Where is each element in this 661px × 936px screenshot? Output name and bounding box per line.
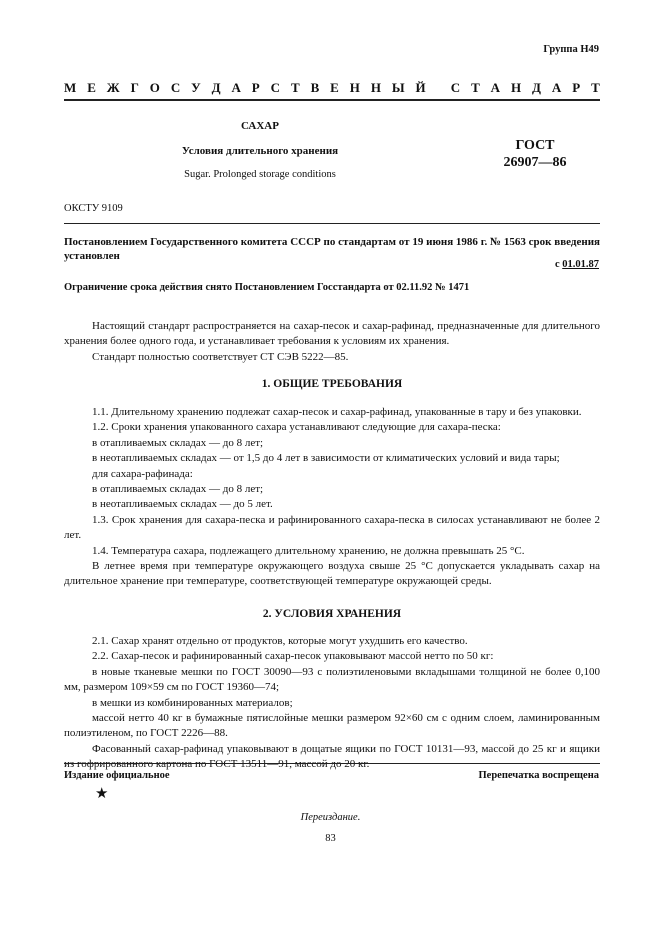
header-rule: [64, 99, 600, 101]
decree-date-prefix: с: [554, 259, 563, 270]
star-icon: ★: [95, 786, 109, 802]
banner-letter: С: [270, 80, 281, 95]
document-subtitle: Условия длительного хранения: [181, 145, 339, 157]
decree-text: Постановлением Государственного комитета СССР по стандартам от 19 июня 1986 г. № 1563 срок введения установлен: [64, 236, 600, 262]
clause-item: в неотапливаемых складах — от 1,5 до 4 лет в зависимости от климатических условий и вида тары;: [92, 452, 560, 465]
banner-letter: Т: [290, 80, 300, 95]
gost-number: [470, 137, 600, 171]
banner-letter: У: [191, 80, 201, 95]
english-title: Sugar. Prolonged storage conditions: [184, 169, 336, 180]
banner-letter: Н: [349, 80, 360, 95]
banner-letter: Й: [415, 80, 426, 95]
banner-letter: Д: [211, 80, 221, 95]
banner-letter: Д: [532, 80, 541, 95]
banner-letter: Ж: [106, 80, 120, 95]
footer-rule: [64, 763, 600, 764]
clause: 2.2. Сахар-песок и рафинированный сахар-песок упаковывают массой нетто по 50 кг:: [92, 650, 494, 663]
limitation-text: Ограничение срока действия снято Постановлением Госстандарта от 02.11.92 № 1471: [64, 282, 470, 293]
banner-letter: Т: [471, 80, 480, 95]
clause: Фасованный сахар-рафинад упаковывают в дощатые ящики по ГОСТ 10131—93, массой до 25 кг и ящики из гофрированного картона по ГОСТ 13511—91, массой до 20 кг.: [64, 742, 600, 771]
gost-code: 26907—86: [503, 155, 567, 170]
intro-block: [64, 319, 600, 365]
decree-date-value: 01.01.87: [562, 259, 599, 270]
decree-date: [555, 259, 599, 270]
banner-letter: Н: [370, 80, 381, 95]
banner-letter: С: [450, 80, 461, 95]
section-1-heading: 1. ОБЩИЕ ТРЕБОВАНИЯ: [261, 378, 403, 390]
banner-letter: Ы: [391, 80, 405, 95]
standard-banner: [64, 80, 600, 96]
banner-letter: Р: [572, 80, 581, 95]
intro-paragraph: Настоящий стандарт распространяется на сахар-песок и сахар-рафинад, предназначенные для длительного хранения более одного года, и устанавливает требования к условиям их хранения.: [64, 320, 600, 348]
banner-letter: С: [170, 80, 181, 95]
banner-letter: А: [490, 80, 501, 95]
clause-item: в новые тканевые мешки по ГОСТ 30090—93 с полиэтиленовыми вкладышами толщиной не более 0,100 мм, размером 109×59 см по ГОСТ 19360—74;: [64, 665, 600, 694]
banner-letter: Т: [591, 80, 600, 95]
banner-letter: А: [551, 80, 562, 95]
reissue-note: Переиздание.: [300, 812, 361, 823]
banner-letter: Е: [87, 80, 96, 95]
banner-letter: В: [310, 80, 320, 95]
banner-letter: Е: [330, 80, 339, 95]
banner-gap: [437, 80, 440, 96]
document-title: САХАР: [241, 120, 279, 132]
clause: 1.4. Температура сахара, подлежащего длительному хранению, не должна превышать 25 °С.: [92, 544, 525, 557]
clause: 1.2. Сроки хранения упакованного сахара устанавливают следующие для сахара-песка:: [92, 421, 501, 434]
group-code: Группа Н49: [543, 44, 599, 55]
section-2-body: [64, 634, 600, 773]
okstu-rule: [64, 223, 600, 224]
banner-letter: М: [64, 80, 77, 95]
page-number: 83: [325, 833, 336, 844]
clause-item: для сахара-рафинада:: [92, 467, 193, 480]
reprint-notice: Перепечатка воспрещена: [478, 770, 599, 781]
banner-letter: Г: [130, 80, 139, 95]
clause-item: в мешки из комбинированных материалов;: [92, 696, 293, 709]
gost-label: ГОСТ: [515, 138, 555, 153]
clause-item: в отапливаемых складах — до 8 лет;: [92, 483, 264, 496]
official-edition: Издание официальное: [64, 770, 170, 781]
okstu-code: ОКСТУ 9109: [64, 203, 123, 214]
clause: 1.3. Срок хранения для сахара-песка и рафинированного сахара-песка в силосах устанавливают не более 2 лет.: [64, 513, 600, 542]
clause-item: массой нетто 40 кг в бумажные пятислойные мешки размером 92×60 см с одним слоем, ламинированным полиэтиленом, по ГОСТ 2226—88.: [64, 712, 600, 740]
section-1-body: [64, 405, 600, 590]
banner-letter: Р: [251, 80, 260, 95]
clause: 1.1. Длительному хранению подлежат сахар-песок и сахар-рафинад, упакованные в тару и без упаковки.: [92, 406, 582, 418]
clause: В летнее время при температуре окружающего воздуха свыше 25 °С допускается укладывать сахар на длительное хранение при температуре, соответствующей температуре окружающей среды.: [64, 560, 600, 588]
intro-paragraph: Стандарт полностью соответствует СТ СЭВ 5222—85.: [92, 350, 349, 363]
clause-item: в отапливаемых складах — до 8 лет;: [92, 436, 264, 449]
banner-letter: А: [231, 80, 241, 95]
banner-letter: Н: [510, 80, 522, 95]
section-2-heading: 2. УСЛОВИЯ ХРАНЕНИЯ: [262, 608, 402, 620]
banner-letter: О: [149, 80, 160, 95]
clause: 2.1. Сахар хранят отдельно от продуктов, которые могут ухудшить его качество.: [92, 635, 468, 647]
clause-item: в неотапливаемых складах — до 5 лет.: [92, 498, 273, 511]
